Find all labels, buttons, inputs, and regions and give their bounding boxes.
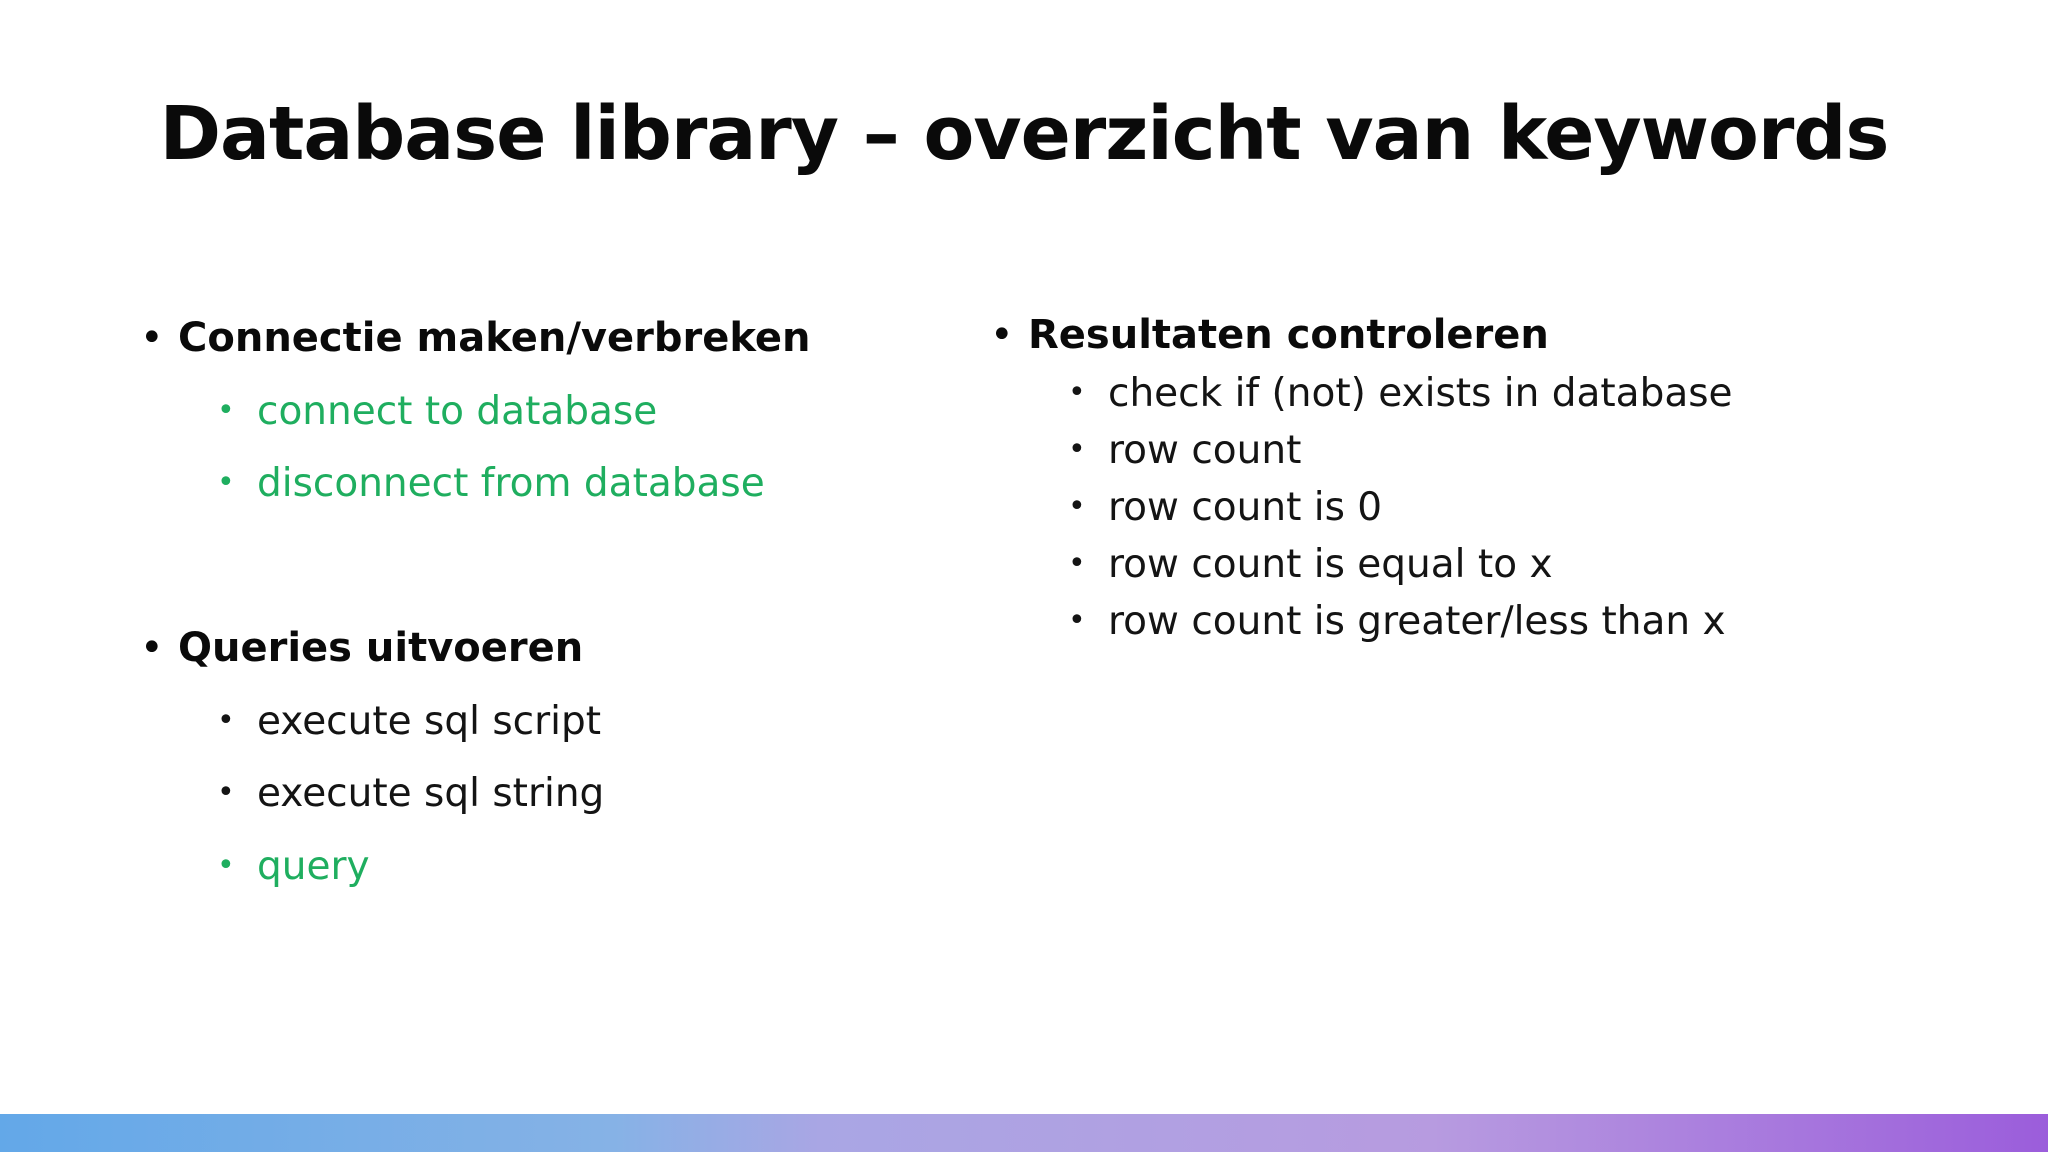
bullet: • [1068, 375, 1086, 410]
bullet: • [217, 393, 235, 428]
section-heading-queries [140, 623, 583, 673]
section-heading-resultaten [990, 310, 1549, 360]
item-label: check if (not) exists in database [1108, 371, 1733, 416]
bullet: • [1068, 603, 1086, 638]
bullet: • [140, 625, 164, 671]
item-label: query [257, 844, 370, 889]
bullet: • [1068, 546, 1086, 581]
heading-label: Connectie maken/verbreken [178, 315, 811, 361]
item-label: row count [1108, 428, 1302, 473]
item-label: row count is greater/less than x [1108, 599, 1726, 644]
item-label: execute sql string [257, 771, 605, 816]
heading-label: Resultaten controleren [1028, 312, 1549, 358]
item-label: execute sql script [257, 699, 602, 744]
heading-label: Queries uitvoeren [178, 625, 584, 671]
list-item-disconnect [217, 458, 765, 509]
slide-title: Database library – overzicht van keywords [159, 91, 1889, 177]
bullet: • [1068, 489, 1086, 524]
list-item-row-count [1068, 425, 1301, 476]
bullet: • [990, 312, 1014, 358]
list-item-row-count-greater-less [1068, 596, 1726, 647]
section-heading-connectie [140, 313, 810, 363]
bullet: • [217, 848, 235, 883]
list-item-query [217, 841, 370, 892]
bullet: • [1068, 432, 1086, 467]
list-item-connect [217, 386, 657, 437]
list-item-row-count-is-0 [1068, 482, 1382, 533]
bullet: • [140, 315, 164, 361]
item-label: row count is equal to x [1108, 542, 1553, 587]
footer-gradient-bar [0, 1114, 2048, 1152]
item-label: row count is 0 [1108, 485, 1383, 530]
item-label: disconnect from database [257, 461, 765, 506]
bullet: • [217, 775, 235, 810]
bullet: • [217, 703, 235, 738]
list-item-row-count-equal [1068, 539, 1553, 590]
item-label: connect to database [257, 389, 658, 434]
bullet: • [217, 465, 235, 500]
list-item-execute-sql-string [217, 768, 604, 819]
list-item-execute-sql-script [217, 696, 601, 747]
list-item-check-exists [1068, 368, 1733, 419]
